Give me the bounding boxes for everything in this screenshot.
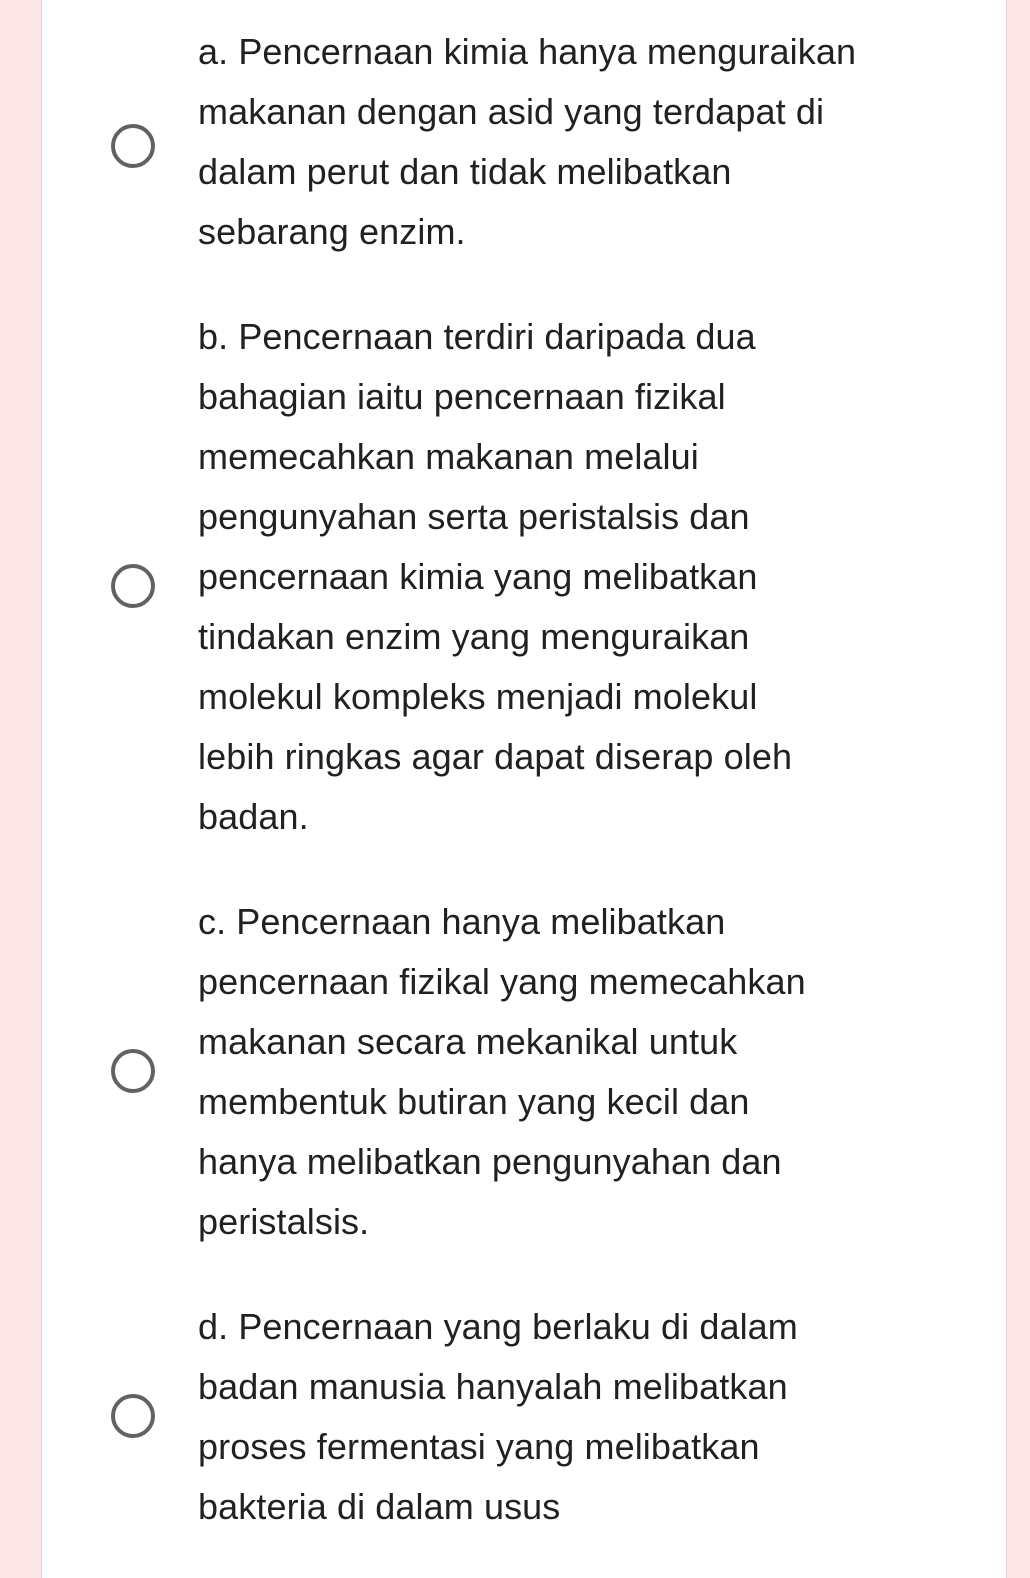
- answer-option-d-label: d. Pencernaan yang berlaku di dalam badan manusia hanyalah melibatkan proses fermentasi yang melibatkan bakteria di dalam usus: [198, 1306, 798, 1527]
- answer-option-d[interactable]: [42, 1297, 1006, 1537]
- answer-option-b-label: b. Pencernaan terdiri daripada dua bahagian iaitu pencernaan fizikal memecahkan makanan melalui pengunyahan serta peristalsis dan pencernaan kimia yang melibatkan tindakan enzim yang menguraikan molekul kompleks menjadi molekul lebih ringkas agar dapat diserap oleh badan.: [198, 316, 793, 837]
- radio-button-b[interactable]: [111, 564, 155, 608]
- question-card: [41, 0, 1007, 1578]
- radio-button-a[interactable]: [111, 124, 155, 168]
- radio-button-c[interactable]: [111, 1049, 155, 1093]
- radio-button-d[interactable]: [111, 1394, 155, 1438]
- answer-option-b[interactable]: [42, 307, 1006, 847]
- answer-option-c[interactable]: [42, 892, 1006, 1252]
- answer-option-a[interactable]: [42, 22, 1006, 262]
- answer-option-c-label: c. Pencernaan hanya melibatkan pencernaan fizikal yang memecahkan makanan secara mekanikal untuk membentuk butiran yang kecil dan hanya melibatkan pengunyahan dan peristalsis.: [198, 901, 806, 1242]
- answer-option-a-label: a. Pencernaan kimia hanya menguraikan makanan dengan asid yang terdapat di dalam perut dan tidak melibatkan sebarang enzim.: [198, 31, 857, 252]
